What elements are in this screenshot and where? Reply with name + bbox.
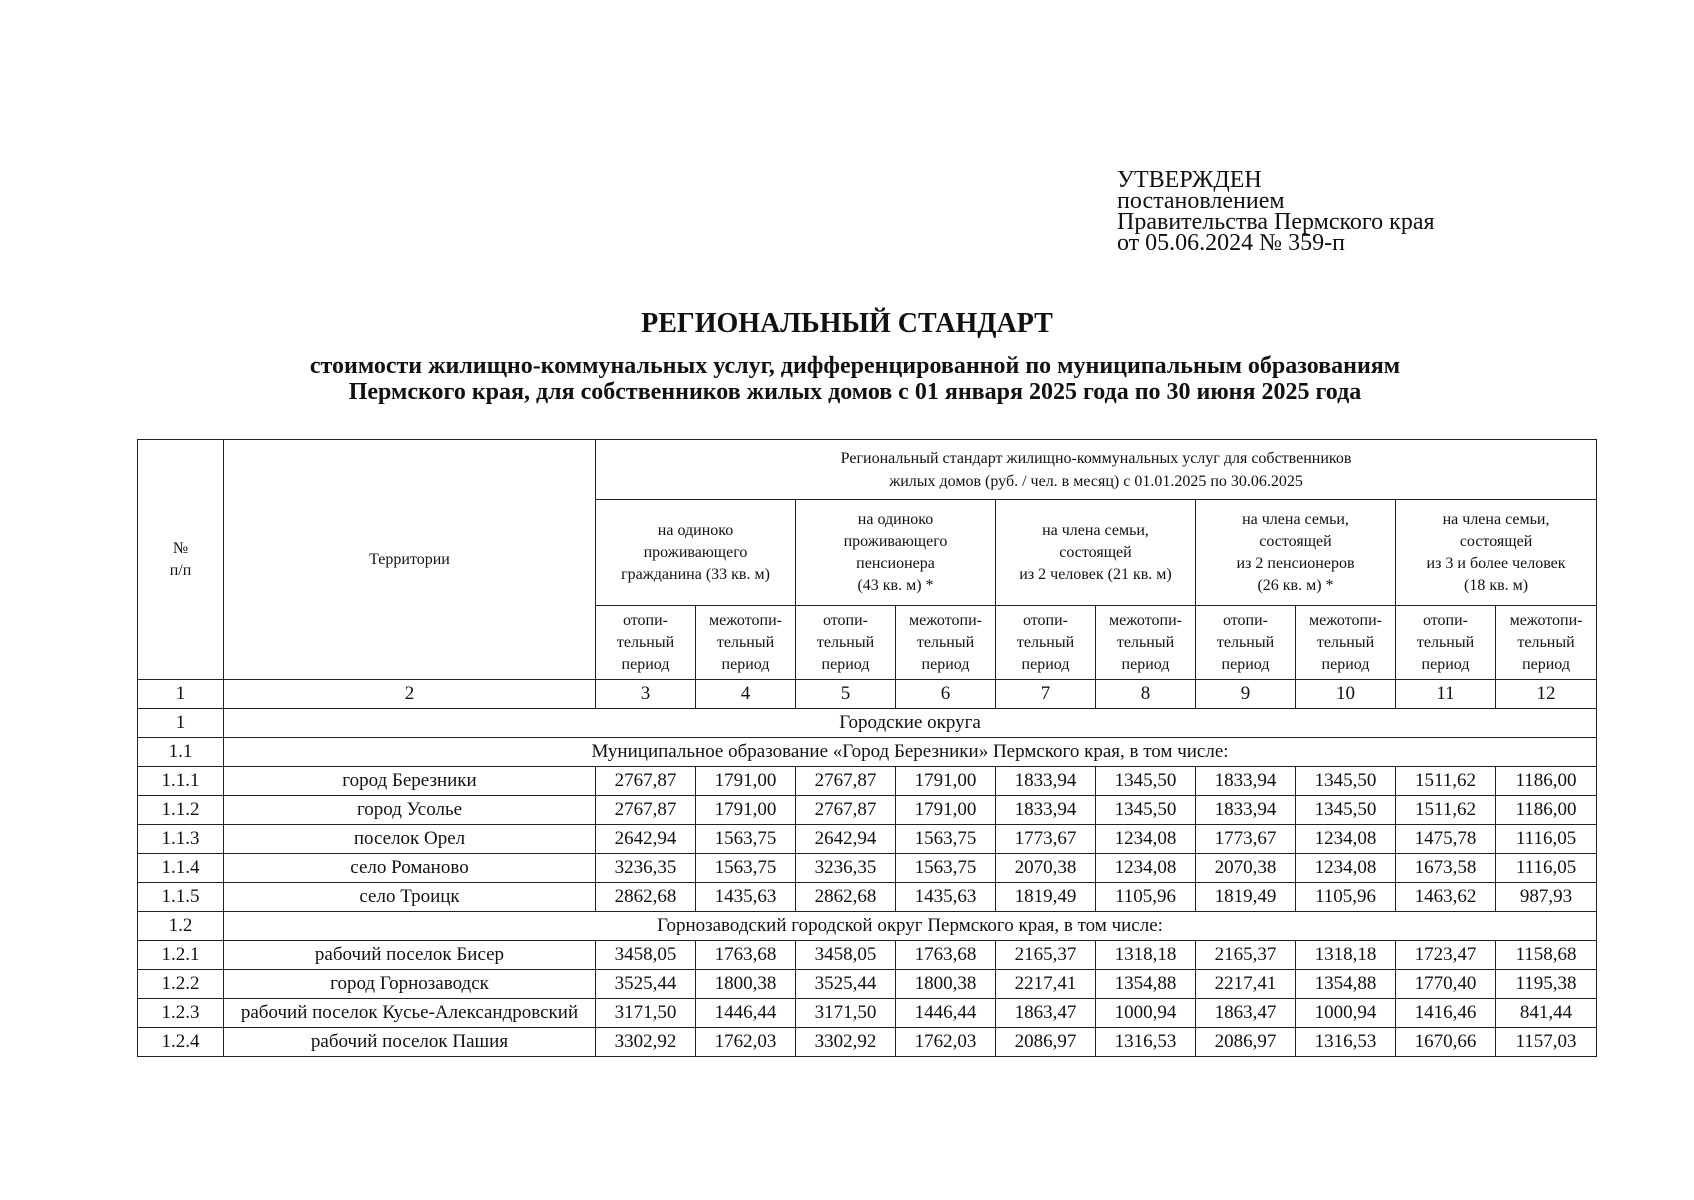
column-number: 5 [796, 680, 896, 709]
header-num-line-2: п/п [169, 561, 192, 579]
column-number: 6 [896, 680, 996, 709]
table-row [138, 767, 1597, 796]
header-period-line: отопи- [622, 611, 669, 629]
value-cell: 1316,53 [1096, 1028, 1196, 1057]
value-cell: 2642,94 [796, 825, 896, 854]
header-interheating-period [696, 606, 796, 680]
header-period-line: период [721, 655, 770, 673]
header-group-5 [1396, 500, 1597, 606]
header-period-line: отопи- [822, 611, 869, 629]
value-cell: 2217,41 [1196, 970, 1296, 999]
value-cell: 1345,50 [1296, 796, 1396, 825]
column-number: 12 [1496, 680, 1597, 709]
header-heating-period [596, 606, 696, 680]
header-group-line: состоящей [1459, 532, 1533, 550]
value-cell: 1475,78 [1396, 825, 1496, 854]
value-cell: 2767,87 [796, 767, 896, 796]
value-cell: 1195,38 [1496, 970, 1597, 999]
header-period-line: тельный [716, 633, 775, 651]
table-header [138, 440, 1597, 709]
column-number: 4 [696, 680, 796, 709]
group-label: Городские округа [224, 709, 1597, 738]
header-period-line: тельный [1216, 633, 1275, 651]
header-group-2 [796, 500, 996, 606]
header-period-line: тельный [816, 633, 875, 651]
header-group-line: проживающего [643, 543, 748, 561]
header-group-line: на одиноко [857, 510, 934, 528]
header-period-line: тельный [1316, 633, 1375, 651]
value-cell: 1316,53 [1296, 1028, 1396, 1057]
group-row [138, 709, 1597, 738]
table-row [138, 825, 1597, 854]
header-period-line: межотопи- [1509, 611, 1583, 629]
header-heating-period [996, 606, 1096, 680]
approval-line-2: постановлением [1117, 188, 1285, 214]
value-cell: 1819,49 [1196, 883, 1296, 912]
header-interheating-period [1096, 606, 1196, 680]
table-row [138, 883, 1597, 912]
header-group-line: на члена семьи, [1242, 510, 1349, 528]
approval-stamp [1117, 167, 1435, 256]
header-group-line: состоящей [1059, 543, 1132, 561]
value-cell: 3525,44 [796, 970, 896, 999]
value-cell: 1563,75 [896, 854, 996, 883]
value-cell: 2767,87 [596, 767, 696, 796]
header-period-line: тельный [1416, 633, 1475, 651]
value-cell: 1186,00 [1496, 767, 1597, 796]
row-number: 1 [138, 709, 224, 738]
header-period-line: период [921, 655, 970, 673]
value-cell: 1345,50 [1096, 796, 1196, 825]
header-main [596, 440, 1597, 500]
row-number: 1.1.2 [138, 796, 224, 825]
header-group-line: (18 кв. м) [1463, 576, 1529, 594]
approval-line-4: от 05.06.2024 № 359-п [1117, 230, 1345, 256]
value-cell: 841,44 [1496, 999, 1597, 1028]
header-period-line: тельный [916, 633, 975, 651]
value-cell: 2767,87 [796, 796, 896, 825]
value-cell: 3171,50 [596, 999, 696, 1028]
value-cell: 1770,40 [1396, 970, 1496, 999]
value-cell: 987,93 [1496, 883, 1597, 912]
row-number: 1.1.5 [138, 883, 224, 912]
approval-line-1: УТВЕРЖДЕН [1117, 167, 1262, 193]
value-cell: 1354,88 [1096, 970, 1196, 999]
value-cell: 3236,35 [796, 854, 896, 883]
territory-name: село Романово [224, 854, 596, 883]
value-cell: 2165,37 [1196, 941, 1296, 970]
value-cell: 2070,38 [996, 854, 1096, 883]
value-cell: 1158,68 [1496, 941, 1597, 970]
table-row [138, 854, 1597, 883]
header-period-line: межотопи- [1309, 611, 1382, 629]
value-cell: 1435,63 [896, 883, 996, 912]
territory-name: рабочий поселок Бисер [224, 941, 596, 970]
value-cell: 3236,35 [596, 854, 696, 883]
value-cell: 1318,18 [1096, 941, 1196, 970]
header-group-line: проживающего [843, 532, 948, 550]
value-cell: 1234,08 [1096, 825, 1196, 854]
territory-name: рабочий поселок Кусье-Александровский [224, 999, 596, 1028]
row-number: 1.2.4 [138, 1028, 224, 1057]
row-number: 1.2.1 [138, 941, 224, 970]
header-group-line: на одиноко [657, 521, 734, 539]
value-cell: 1563,75 [896, 825, 996, 854]
value-cell: 3525,44 [596, 970, 696, 999]
header-territory: Территории [224, 440, 596, 680]
row-number: 1.1.4 [138, 854, 224, 883]
table-row [138, 796, 1597, 825]
subtitle-line-2: Пермского края, для собственников жилых домов с 01 января 2025 года по 30 июня 2025 года [348, 379, 1362, 405]
subtitle-line-1: стоимости жилищно-коммунальных услуг, дифференцированной по муниципальным образованиям [309, 353, 1401, 379]
value-cell: 1563,75 [696, 825, 796, 854]
value-cell: 1511,62 [1396, 796, 1496, 825]
header-period-line: отопи- [1222, 611, 1269, 629]
header-period-line: период [1421, 655, 1470, 673]
value-cell: 1446,44 [696, 999, 796, 1028]
territory-name: рабочий поселок Пашия [224, 1028, 596, 1057]
column-number: 11 [1396, 680, 1496, 709]
header-group-line: на члена семьи, [1442, 510, 1550, 528]
header-period-line: период [1121, 655, 1170, 673]
value-cell: 1791,00 [696, 796, 796, 825]
header-group-line: (26 кв. м) * [1257, 576, 1334, 594]
header-period-line: отопи- [1022, 611, 1069, 629]
row-number: 1.2 [138, 912, 224, 941]
value-cell: 1463,62 [1396, 883, 1496, 912]
value-cell: 1833,94 [1196, 767, 1296, 796]
header-interheating-period [1296, 606, 1396, 680]
value-cell: 1563,75 [696, 854, 796, 883]
column-number: 1 [138, 680, 224, 709]
value-cell: 2862,68 [796, 883, 896, 912]
value-cell: 1791,00 [696, 767, 796, 796]
header-period-line: период [1522, 655, 1570, 673]
header-period-line: период [1021, 655, 1070, 673]
value-cell: 1833,94 [996, 796, 1096, 825]
value-cell: 2862,68 [596, 883, 696, 912]
header-num [138, 440, 224, 680]
header-group-line: из 2 пенсионеров [1236, 554, 1355, 572]
value-cell: 3302,92 [796, 1028, 896, 1057]
value-cell: 1763,68 [896, 941, 996, 970]
value-cell: 1105,96 [1296, 883, 1396, 912]
value-cell: 1511,62 [1396, 767, 1496, 796]
value-cell: 1833,94 [996, 767, 1096, 796]
value-cell: 3302,92 [596, 1028, 696, 1057]
header-group-line: гражданина (33 кв. м) [621, 565, 770, 583]
header-group-4 [1196, 500, 1396, 606]
value-cell: 2217,41 [996, 970, 1096, 999]
value-cell: 2642,94 [596, 825, 696, 854]
territory-name: поселок Орел [224, 825, 596, 854]
value-cell: 1000,94 [1296, 999, 1396, 1028]
value-cell: 1673,58 [1396, 854, 1496, 883]
value-cell: 1773,67 [996, 825, 1096, 854]
value-cell: 1762,03 [696, 1028, 796, 1057]
header-group-line: из 3 и более человек [1426, 554, 1566, 572]
header-period-line: период [1321, 655, 1370, 673]
header-period-line: тельный [1016, 633, 1075, 651]
value-cell: 1791,00 [896, 796, 996, 825]
row-number: 1.2.3 [138, 999, 224, 1028]
header-num-line-1: № [172, 539, 189, 557]
header-period-line: тельный [1116, 633, 1175, 651]
value-cell: 1773,67 [1196, 825, 1296, 854]
value-cell: 1819,49 [996, 883, 1096, 912]
header-period-line: отопи- [1422, 611, 1469, 629]
header-group-line: на члена семьи, [1042, 521, 1149, 539]
column-number: 9 [1196, 680, 1296, 709]
value-cell: 2086,97 [1196, 1028, 1296, 1057]
territory-name: село Троицк [224, 883, 596, 912]
row-number: 1.1.3 [138, 825, 224, 854]
value-cell: 1723,47 [1396, 941, 1496, 970]
value-cell: 1446,44 [896, 999, 996, 1028]
value-cell: 2767,87 [596, 796, 696, 825]
value-cell: 1833,94 [1196, 796, 1296, 825]
value-cell: 1762,03 [896, 1028, 996, 1057]
table-row [138, 999, 1597, 1028]
header-group-line: из 2 человек (21 кв. м) [1019, 565, 1172, 583]
value-cell: 1186,00 [1496, 796, 1597, 825]
column-number: 2 [224, 680, 596, 709]
document-subtitle [0, 353, 1694, 405]
document-title: РЕГИОНАЛЬНЫЙ СТАНДАРТ [641, 308, 1053, 339]
value-cell: 1345,50 [1096, 767, 1196, 796]
table-row [138, 1028, 1597, 1057]
header-heating-period [1396, 606, 1496, 680]
header-main-line-1: Региональный стандарт жилищно-коммунальных услуг для собственников [840, 449, 1352, 467]
value-cell: 1416,46 [1396, 999, 1496, 1028]
header-group-line: (43 кв. м) * [857, 576, 934, 594]
header-interheating-period [896, 606, 996, 680]
value-cell: 1234,08 [1296, 854, 1396, 883]
header-period-line: межотопи- [709, 611, 782, 629]
value-cell: 1000,94 [1096, 999, 1196, 1028]
header-period-line: период [621, 655, 670, 673]
group-row [138, 912, 1597, 941]
header-period-line: тельный [1517, 633, 1575, 651]
column-number: 10 [1296, 680, 1396, 709]
value-cell: 1670,66 [1396, 1028, 1496, 1057]
group-row [138, 738, 1597, 767]
row-number: 1.1.1 [138, 767, 224, 796]
value-cell: 1116,05 [1496, 854, 1597, 883]
group-label: Муниципальное образование «Город Березники» Пермского края, в том числе: [224, 738, 1597, 767]
table-row [138, 941, 1597, 970]
header-main-line-2: жилых домов (руб. / чел. в месяц) с 01.01.2025 по 30.06.2025 [889, 472, 1303, 490]
value-cell: 2086,97 [996, 1028, 1096, 1057]
column-number: 8 [1096, 680, 1196, 709]
column-number: 3 [596, 680, 696, 709]
value-cell: 1318,18 [1296, 941, 1396, 970]
header-heating-period [1196, 606, 1296, 680]
header-period-line: межотопи- [1109, 611, 1182, 629]
standard-table [137, 439, 1597, 1057]
value-cell: 3458,05 [596, 941, 696, 970]
group-label: Горнозаводский городской округ Пермского края, в том числе: [224, 912, 1597, 941]
header-group-3 [996, 500, 1196, 606]
value-cell: 1345,50 [1296, 767, 1396, 796]
value-cell: 2070,38 [1196, 854, 1296, 883]
value-cell: 3171,50 [796, 999, 896, 1028]
value-cell: 1763,68 [696, 941, 796, 970]
row-number: 1.1 [138, 738, 224, 767]
table-body [138, 709, 1597, 1057]
column-number: 7 [996, 680, 1096, 709]
territory-name: город Горнозаводск [224, 970, 596, 999]
table-row [138, 970, 1597, 999]
value-cell: 1435,63 [696, 883, 796, 912]
territory-name: город Усолье [224, 796, 596, 825]
value-cell: 1791,00 [896, 767, 996, 796]
header-group-1 [596, 500, 796, 606]
value-cell: 1800,38 [896, 970, 996, 999]
value-cell: 1800,38 [696, 970, 796, 999]
value-cell: 1234,08 [1096, 854, 1196, 883]
territory-name: город Березники [224, 767, 596, 796]
value-cell: 1234,08 [1296, 825, 1396, 854]
header-period-line: межотопи- [909, 611, 982, 629]
value-cell: 1116,05 [1496, 825, 1597, 854]
value-cell: 2165,37 [996, 941, 1096, 970]
approval-line-3: Правительства Пермского края [1117, 209, 1435, 235]
header-period-line: период [821, 655, 870, 673]
header-interheating-period [1496, 606, 1597, 680]
header-period-line: период [1221, 655, 1270, 673]
header-group-line: пенсионера [856, 554, 935, 572]
value-cell: 1157,03 [1496, 1028, 1597, 1057]
header-group-line: состоящей [1259, 532, 1332, 550]
header-period-line: тельный [616, 633, 675, 651]
value-cell: 1863,47 [996, 999, 1096, 1028]
header-heating-period [796, 606, 896, 680]
value-cell: 1354,88 [1296, 970, 1396, 999]
row-number: 1.2.2 [138, 970, 224, 999]
value-cell: 3458,05 [796, 941, 896, 970]
value-cell: 1105,96 [1096, 883, 1196, 912]
value-cell: 1863,47 [1196, 999, 1296, 1028]
